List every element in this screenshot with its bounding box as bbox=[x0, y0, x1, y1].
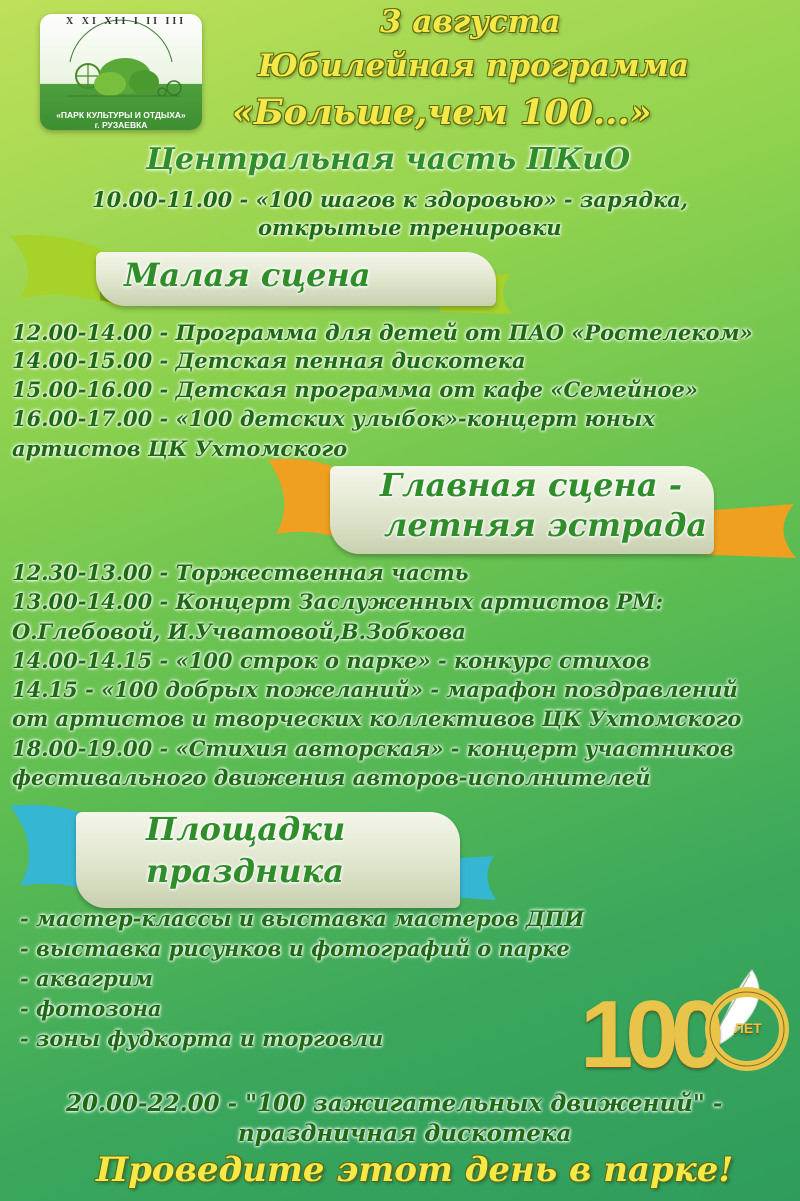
main-stage-item: 14.00-14.15 - «100 строк о парке» - конкурс стихов bbox=[12, 648, 650, 673]
event-date: 3 августа bbox=[380, 4, 561, 40]
logo-name: «ПАРК КУЛЬТУРЫ И ОТДЫХА» bbox=[56, 110, 186, 120]
venue-item: - выставка рисунков и фотографий о парке bbox=[20, 936, 570, 961]
small-stage-title: Малая сцена bbox=[124, 256, 371, 294]
small-stage-item: 16.00-17.00 - «100 детских улыбок»-концерт юных bbox=[12, 406, 655, 431]
central-line-2: открытые тренировки bbox=[258, 215, 562, 240]
main-stage-item: 14.15 - «100 добрых пожеланий» - марафон поздравлений bbox=[12, 677, 738, 702]
footer-line-1: 20.00-22.00 - "100 зажигательных движений" - bbox=[66, 1090, 723, 1117]
program-label: Юбилейная программа bbox=[258, 48, 690, 84]
footer-slogan: Проведите этот день в парке! bbox=[96, 1150, 734, 1190]
venues-title-line-2: праздника bbox=[146, 852, 345, 890]
main-stage-item: 13.00-14.00 - Концерт Заслуженных артистов РМ: bbox=[12, 589, 664, 614]
main-stage-item: О.Глебовой, И.Учватовой,В.Зобкова bbox=[12, 619, 466, 644]
central-part-title: Центральная часть ПКиО bbox=[146, 142, 631, 177]
logo-clock-numerals: X XI XII I II III bbox=[66, 16, 187, 27]
main-stage-item: фестивального движения авторов-исполнителей bbox=[12, 765, 651, 790]
venue-item: - зоны фудкорта и торговли bbox=[20, 1026, 384, 1051]
small-stage-item: 15.00-16.00 - Детская программа от кафе «Семейное» bbox=[12, 377, 698, 402]
small-stage-item: 12.00-14.00 - Программа для детей от ПАО «Ростелеком» bbox=[12, 320, 753, 345]
badge-number: 100 bbox=[580, 981, 717, 1088]
central-line-1: 10.00-11.00 - «100 шагов к здоровью» - зарядка, bbox=[92, 187, 689, 212]
venues-title-line-1: Площадки bbox=[146, 810, 346, 848]
small-stage-item: 14.00-15.00 - Детская пенная дискотека bbox=[12, 348, 526, 373]
main-stage-title-line-2: летняя эстрада bbox=[384, 506, 708, 544]
main-stage-item: 18.00-19.00 - «Стихия авторская» - концерт участников bbox=[12, 736, 734, 761]
main-stage-title-line-1: Главная сцена - bbox=[380, 466, 682, 504]
venue-item: - фотозона bbox=[20, 996, 162, 1021]
footer-line-2: праздничная дискотека bbox=[238, 1120, 572, 1147]
venue-item: - мастер-классы и выставка мастеров ДПИ bbox=[20, 906, 585, 931]
venue-item: - аквагрим bbox=[20, 966, 153, 991]
park-scene-icon bbox=[40, 14, 202, 114]
badge-label: ЛЕТ bbox=[734, 1020, 762, 1036]
logo-city: г. РУЗАЕВКА bbox=[94, 120, 148, 130]
main-stage-item: 12.30-13.00 - Торжественная часть bbox=[12, 560, 469, 585]
small-stage-item: артистов ЦК Ухтомского bbox=[12, 436, 348, 461]
main-stage-item: от артистов и творческих коллективов ЦК Ухтомского bbox=[12, 706, 742, 731]
program-title: «Больше,чем 100...» bbox=[232, 92, 652, 133]
